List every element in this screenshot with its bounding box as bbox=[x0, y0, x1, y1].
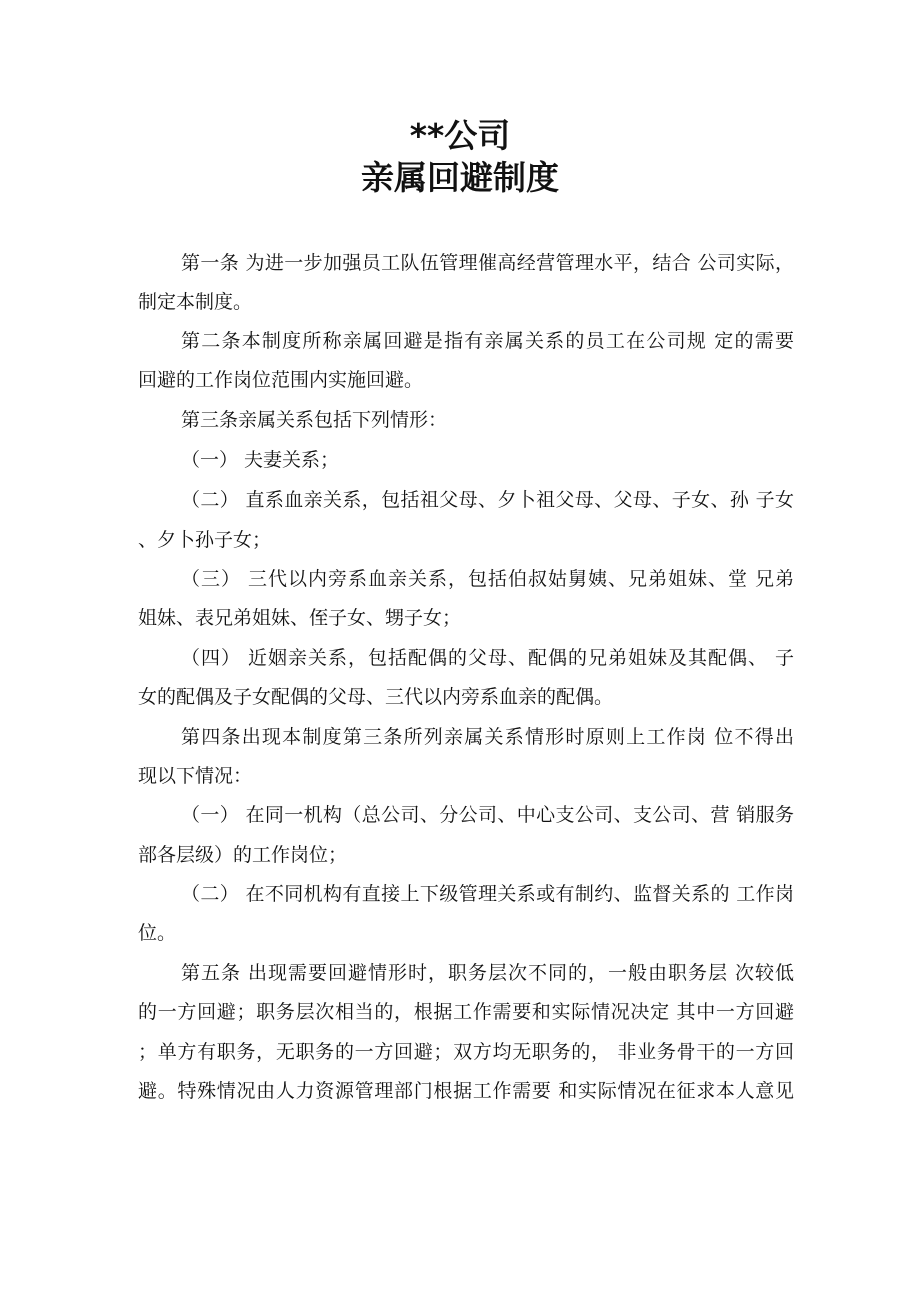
clause-3-4-line-2: 女的配偶及子女配偶的父母、三代以内旁系血亲的配偶。 bbox=[138, 686, 614, 708]
clause-3-2-line-1: （二） 直系血亲关系，包括祖父母、夕卜祖父母、父母、子女、孙 子女 bbox=[181, 489, 794, 511]
article-5-line-2: 的一方回避；职务层次相当的，根据工作需要和实际情况决定 其中一方回避 bbox=[138, 1001, 794, 1023]
article-3-line-1: 第三条亲属关系包括下列情形： bbox=[181, 409, 448, 431]
article-2-line-1: 第二条本制度所称亲属回避是指有亲属关系的员工在公司规 定的需要 bbox=[181, 330, 794, 352]
company-title: **公司 bbox=[409, 116, 511, 155]
clause-4-1-line-1: （一） 在同一机构（总公司、分公司、中心支公司、支公司、营 销服务 bbox=[181, 804, 794, 826]
clause-3-1-line-1: （一） 夫妻关系； bbox=[181, 449, 340, 471]
clause-3-3-line-1: （三） 三代以内旁系血亲关系，包括伯叔姑舅姨、兄弟姐妹、堂 兄弟 bbox=[181, 568, 794, 590]
article-2-line-2: 回避的工作岗位范围内实施回避。 bbox=[138, 369, 424, 391]
article-1-line-1: 第一条 为进一步加强员工队伍管理催高经营管理水平，结合 公司实际， bbox=[181, 252, 794, 274]
article-5-line-3: ；单方有职务，无职务的一方回避；双方均无职务的， 非业务骨干的一方回 bbox=[138, 1041, 794, 1063]
clause-4-2-line-1: （二） 在不同机构有直接上下级管理关系或有制约、监督关系的 工作岗 bbox=[181, 883, 794, 905]
clause-4-2-line-2: 位。 bbox=[138, 922, 177, 944]
article-4-line-1: 第四条出现本制度第三条所列亲属关系情形时原则上工作岗 位不得出 bbox=[181, 726, 794, 748]
article-5-line-1: 第五条 出现需要回避情形时，职务层次不同的，一般由职务层 次较低 bbox=[181, 962, 794, 984]
clause-3-4-line-1: （四） 近姻亲关系，包括配偶的父母、配偶的兄弟姐妹及其配偶、 子 bbox=[181, 647, 794, 669]
clause-3-2-line-2: 、夕卜孙子女； bbox=[138, 529, 272, 551]
article-4-line-2: 现以下情况： bbox=[138, 765, 253, 787]
article-5-line-4: 避。特殊情况由人力资源管理部门根据工作需要 和实际情况在征求本人意见 bbox=[138, 1080, 794, 1102]
document-title: 亲属回避制度 bbox=[361, 158, 559, 197]
clause-3-3-line-2: 姐妹、表兄弟姐妹、侄子女、甥子女； bbox=[138, 607, 462, 629]
article-1-line-2: 制定本制度。 bbox=[138, 291, 253, 313]
clause-4-1-line-2: 部各层级）的工作岗位； bbox=[138, 844, 348, 866]
